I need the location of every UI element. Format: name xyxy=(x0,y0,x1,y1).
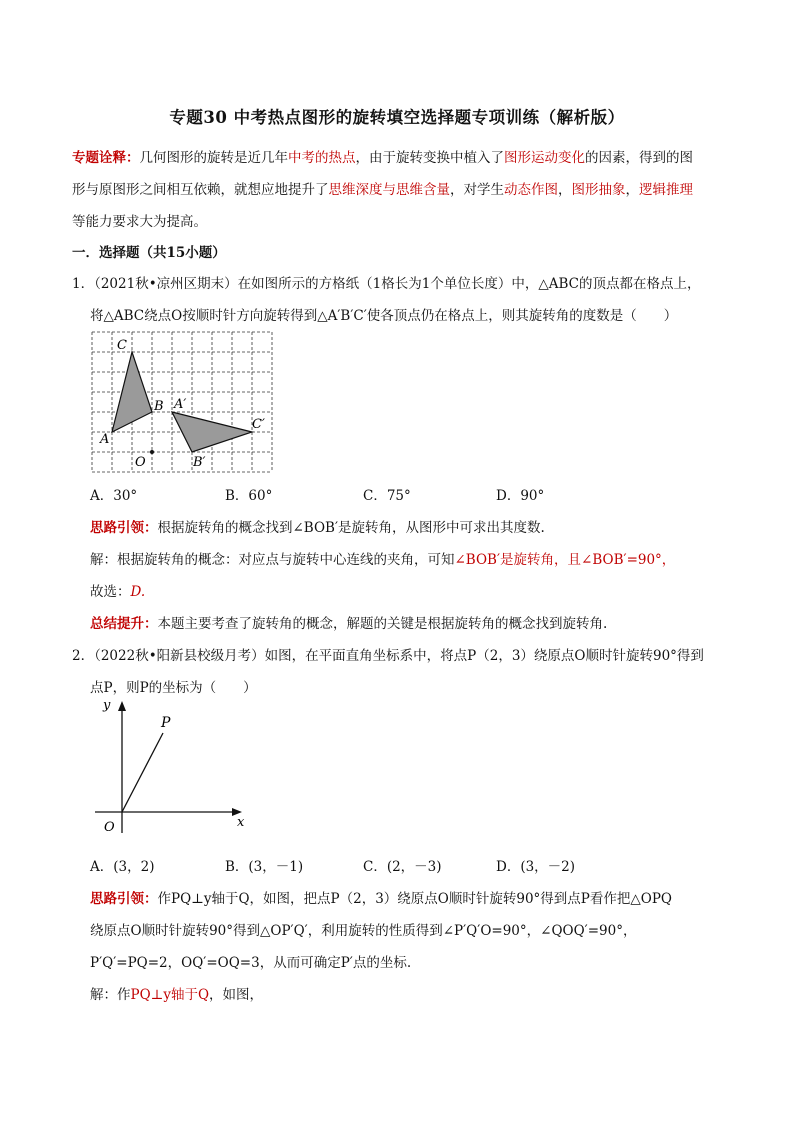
q2-solution-text: ，如图， xyxy=(209,987,264,1003)
q1-solution-label: 解： xyxy=(90,552,117,568)
intro-text: ，对学生 xyxy=(450,182,504,198)
segment-op xyxy=(122,733,163,812)
q1-solution-highlight: ∠BOB′是旋转角，且∠BOB′=90°， xyxy=(454,552,676,568)
q2-hint-line-1 xyxy=(90,887,672,907)
intro-highlight: 动态作图 xyxy=(504,182,558,198)
q2-solution-label: 解： xyxy=(90,987,117,1003)
q1-option-a[interactable]: A．30° xyxy=(90,488,138,504)
q1-summary-text: 本题主要考查了旋转角的概念，解题的关键是根据旋转角的概念找到旋转角. xyxy=(157,616,608,632)
intro-highlight: 中考的热点 xyxy=(288,150,356,166)
intro-line-1 xyxy=(72,146,693,166)
q2-stem-line-2: 点P，则P的坐标为（ ） xyxy=(90,680,257,696)
q2-option-a[interactable]: A．(3，2) xyxy=(90,859,155,875)
intro-text: 的因素，得到的图 xyxy=(585,150,693,166)
q1-options xyxy=(90,484,730,504)
intro-label: 专题诠释： xyxy=(72,150,140,166)
intro-highlight: 图形运动变化 xyxy=(504,150,585,166)
q2-hint-line-3: P′Q′=PQ=2，OQ′=OQ=3，从而可确定P′点的坐标. xyxy=(90,955,412,971)
q1-summary xyxy=(90,612,607,632)
section-heading: 一．选择题（共15小题） xyxy=(72,245,226,261)
y-axis-arrow xyxy=(118,701,126,711)
q1-stem-line-1: 1．（2021秋•凉州区期末）在如图所示的方格纸（1格长为1个单位长度）中，△ABC的顶点都在格点上， xyxy=(72,276,701,292)
label-o: O xyxy=(135,455,146,470)
q1-hint-text: 根据旋转角的概念找到∠BOB′是旋转角，从图形中可求出其度数. xyxy=(157,520,545,536)
label-p: P xyxy=(161,715,171,731)
q1-solution-text: 根据旋转角的概念：对应点与旋转中心连线的夹角，可知 xyxy=(117,552,455,568)
label-a: A xyxy=(100,432,110,447)
label-c-prime: C′ xyxy=(252,417,265,432)
intro-line-2 xyxy=(72,178,693,198)
q2-solution-highlight: PQ⊥y轴于Q xyxy=(130,987,210,1003)
intro-line-3: 等能力要求大为提高。 xyxy=(72,214,207,230)
q1-option-c[interactable]: C．75° xyxy=(363,488,411,504)
q2-solution-text: 作 xyxy=(117,987,131,1003)
q1-option-d[interactable]: D．90° xyxy=(496,488,545,504)
q2-option-c[interactable]: C．(2，－3) xyxy=(363,859,442,875)
intro-highlight: 图形抽象 xyxy=(571,182,626,198)
intro-text: ， xyxy=(558,182,572,198)
q2-option-d[interactable]: D．(3，－2) xyxy=(496,859,576,875)
q1-hint-label: 思路引领： xyxy=(90,520,158,536)
intro-text: ，由于旋转变换中植入了 xyxy=(355,150,504,166)
label-b: B xyxy=(154,399,164,414)
q1-answer-value: D. xyxy=(130,584,146,600)
q1-option-b[interactable]: B．60° xyxy=(225,488,273,504)
q1-answer xyxy=(90,580,145,600)
q1-solution xyxy=(90,548,675,568)
q1-grid-figure xyxy=(90,330,275,474)
q2-coordinate-figure xyxy=(95,695,255,845)
point-o xyxy=(150,450,154,454)
intro-highlight: 思维深度与思维含量 xyxy=(328,182,450,198)
label-y: y xyxy=(103,698,111,713)
label-o: O xyxy=(104,820,115,835)
q2-hint-text: 作PQ⊥y轴于Q，如图，把点P（2，3）绕原点O顺时针旋转90°得到点P看作把△OPQ xyxy=(157,891,672,907)
intro-highlight: 逻辑推理 xyxy=(639,182,693,198)
q1-answer-label: 故选： xyxy=(90,584,131,600)
page-title: 专题30 中考热点图形的旋转填空选择题专项训练（解析版） xyxy=(169,108,625,127)
q2-hint-label: 思路引领： xyxy=(90,891,158,907)
q2-options xyxy=(90,855,730,875)
label-b-prime: B′ xyxy=(193,455,206,470)
q1-stem-line-2: 将△ABC绕点O按顺时针方向旋转得到△A′B′C′使各顶点仍在格点上，则其旋转角的度数是（ ） xyxy=(90,308,678,324)
label-x: x xyxy=(237,815,245,830)
q2-solution xyxy=(90,983,263,1003)
label-c: C xyxy=(117,338,127,353)
q2-hint-line-2: 绕原点O顺时针旋转90°得到△OP′Q′，利用旋转的性质得到∠P′Q′O=90°，∠QOQ′=90°， xyxy=(90,923,637,939)
label-a-prime: A′ xyxy=(174,397,187,412)
q2-stem-line-1: 2．（2022秋•阳新县校级月考）如图，在平面直角坐标系中，将点P（2，3）绕原点O顺时针旋转90°得到 xyxy=(72,648,704,664)
q1-hint xyxy=(90,516,545,536)
intro-text: 几何图形的旋转是近几年 xyxy=(139,150,288,166)
intro-text: ， xyxy=(625,182,639,198)
intro-text: 形与原图形之间相互依赖，就想应地提升了 xyxy=(72,182,329,198)
q2-option-b[interactable]: B．(3，－1) xyxy=(225,859,304,875)
q1-summary-label: 总结提升： xyxy=(90,616,158,632)
